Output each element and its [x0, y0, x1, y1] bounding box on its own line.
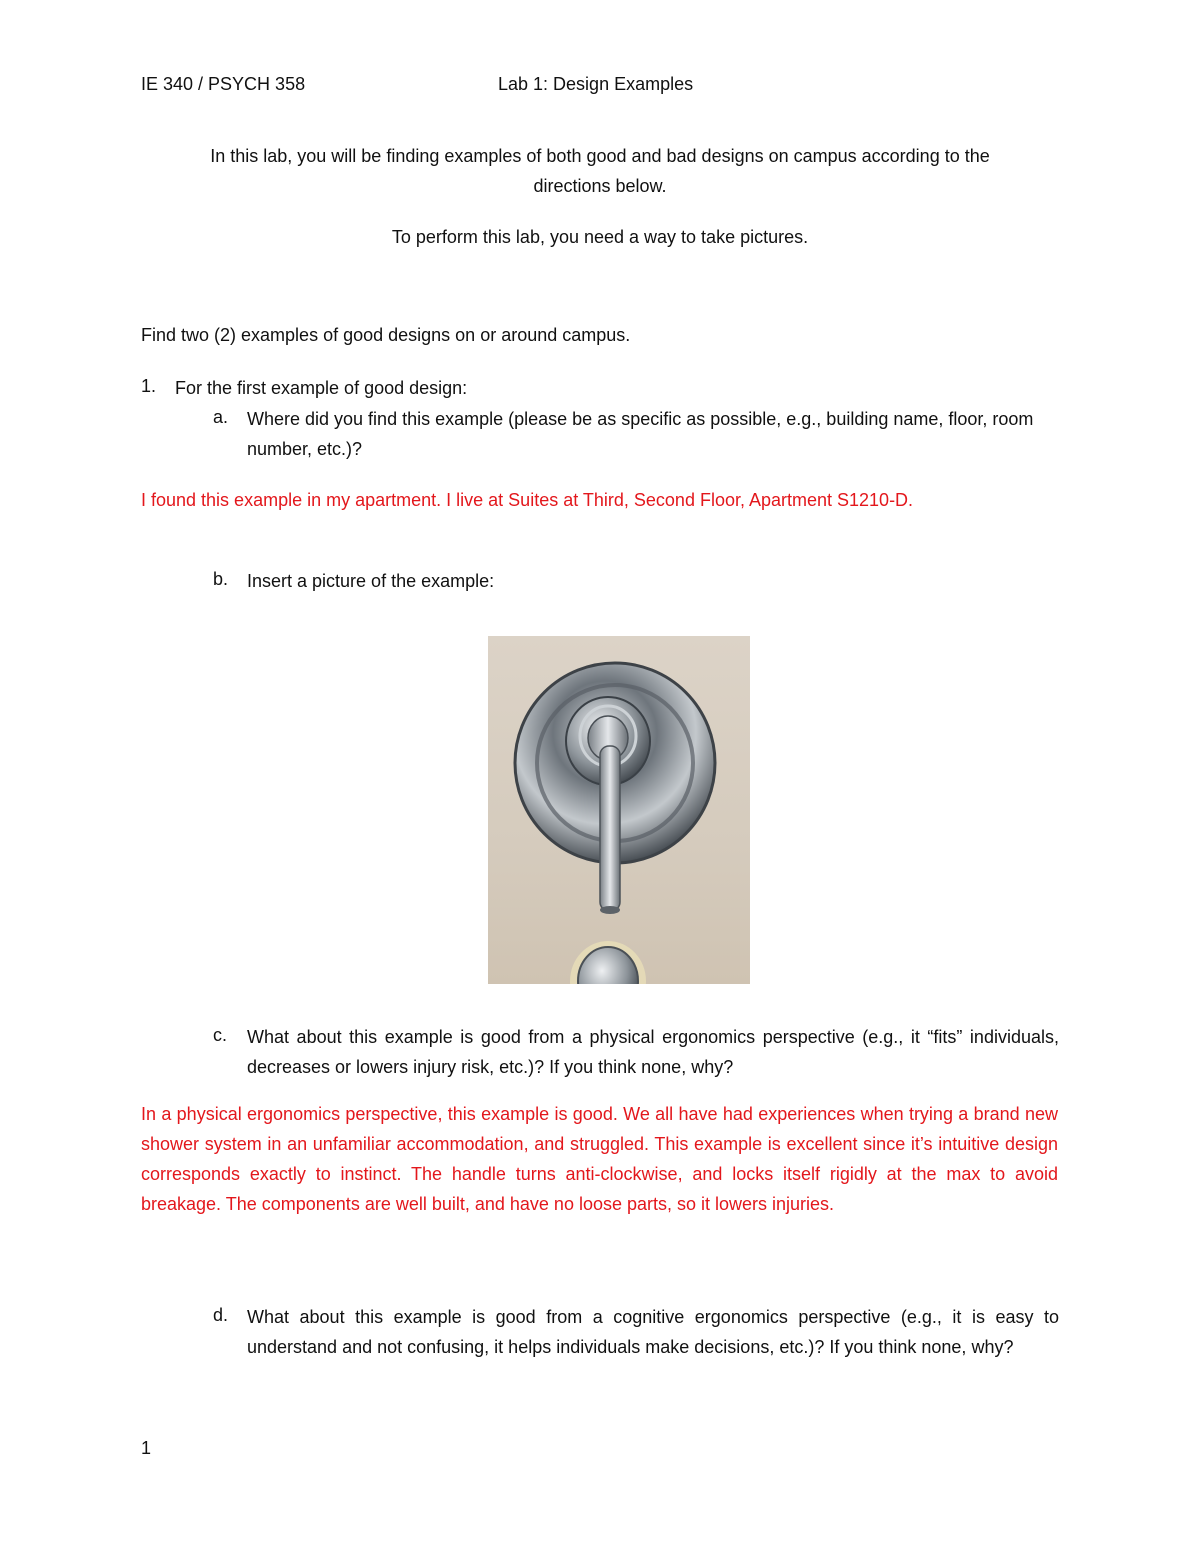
question-d-marker: d. — [213, 1305, 229, 1325]
question-d-text: What about this example is good from a cognitive ergonomics perspective (e.g., it is easy to understand and not confusing, it helps individuals make decisions, etc.)? If you think none, why? — [247, 1307, 1059, 1357]
question-b-marker: b. — [213, 569, 229, 589]
answer-a: I found this example in my apartment. I live at Suites at Third, Second Floor, Apartment S1210-D. — [141, 490, 914, 510]
item-1-text: For the first example of good design: — [175, 378, 468, 398]
lab-title: Lab 1: Design Examples — [498, 74, 694, 94]
intro-line-1: In this lab, you will be finding examples of both good and bad designs on campus according to the — [210, 146, 990, 166]
answer-c: In a physical ergonomics perspective, this example is good. We all have had experiences when trying a brand new shower system in an unfamiliar accommodation, and struggled. This example is excellent since it’s intuitive design corresponds exactly to instinct. The handle turns anti-clockwise, and locks itself rigidly at the max to avoid breakage. The components are well built, and have no loose parts, so it lowers injuries. — [141, 1104, 1058, 1214]
item-1-marker: 1. — [141, 376, 157, 396]
page-number: 1 — [141, 1438, 152, 1458]
shower-valve-photo — [488, 636, 750, 984]
question-a-text: Where did you find this example (please be as specific as possible, e.g., building name, floor, room number, etc.)? — [247, 409, 1034, 459]
question-b-text: Insert a picture of the example: — [247, 571, 495, 591]
intro-line-2: directions below. — [533, 176, 667, 196]
question-c-marker: c. — [213, 1025, 228, 1045]
course-code: IE 340 / PSYCH 358 — [141, 74, 306, 94]
question-a-marker: a. — [213, 407, 229, 427]
shower-valve-icon — [488, 636, 750, 984]
task-instruction: Find two (2) examples of good designs on or around campus. — [141, 325, 631, 345]
intro-line-3: To perform this lab, you need a way to take pictures. — [391, 227, 809, 247]
question-c-text: What about this example is good from a physical ergonomics perspective (e.g., it “fits” individuals, decreases or lowers injury risk, etc.)? If you think none, why? — [247, 1027, 1059, 1077]
